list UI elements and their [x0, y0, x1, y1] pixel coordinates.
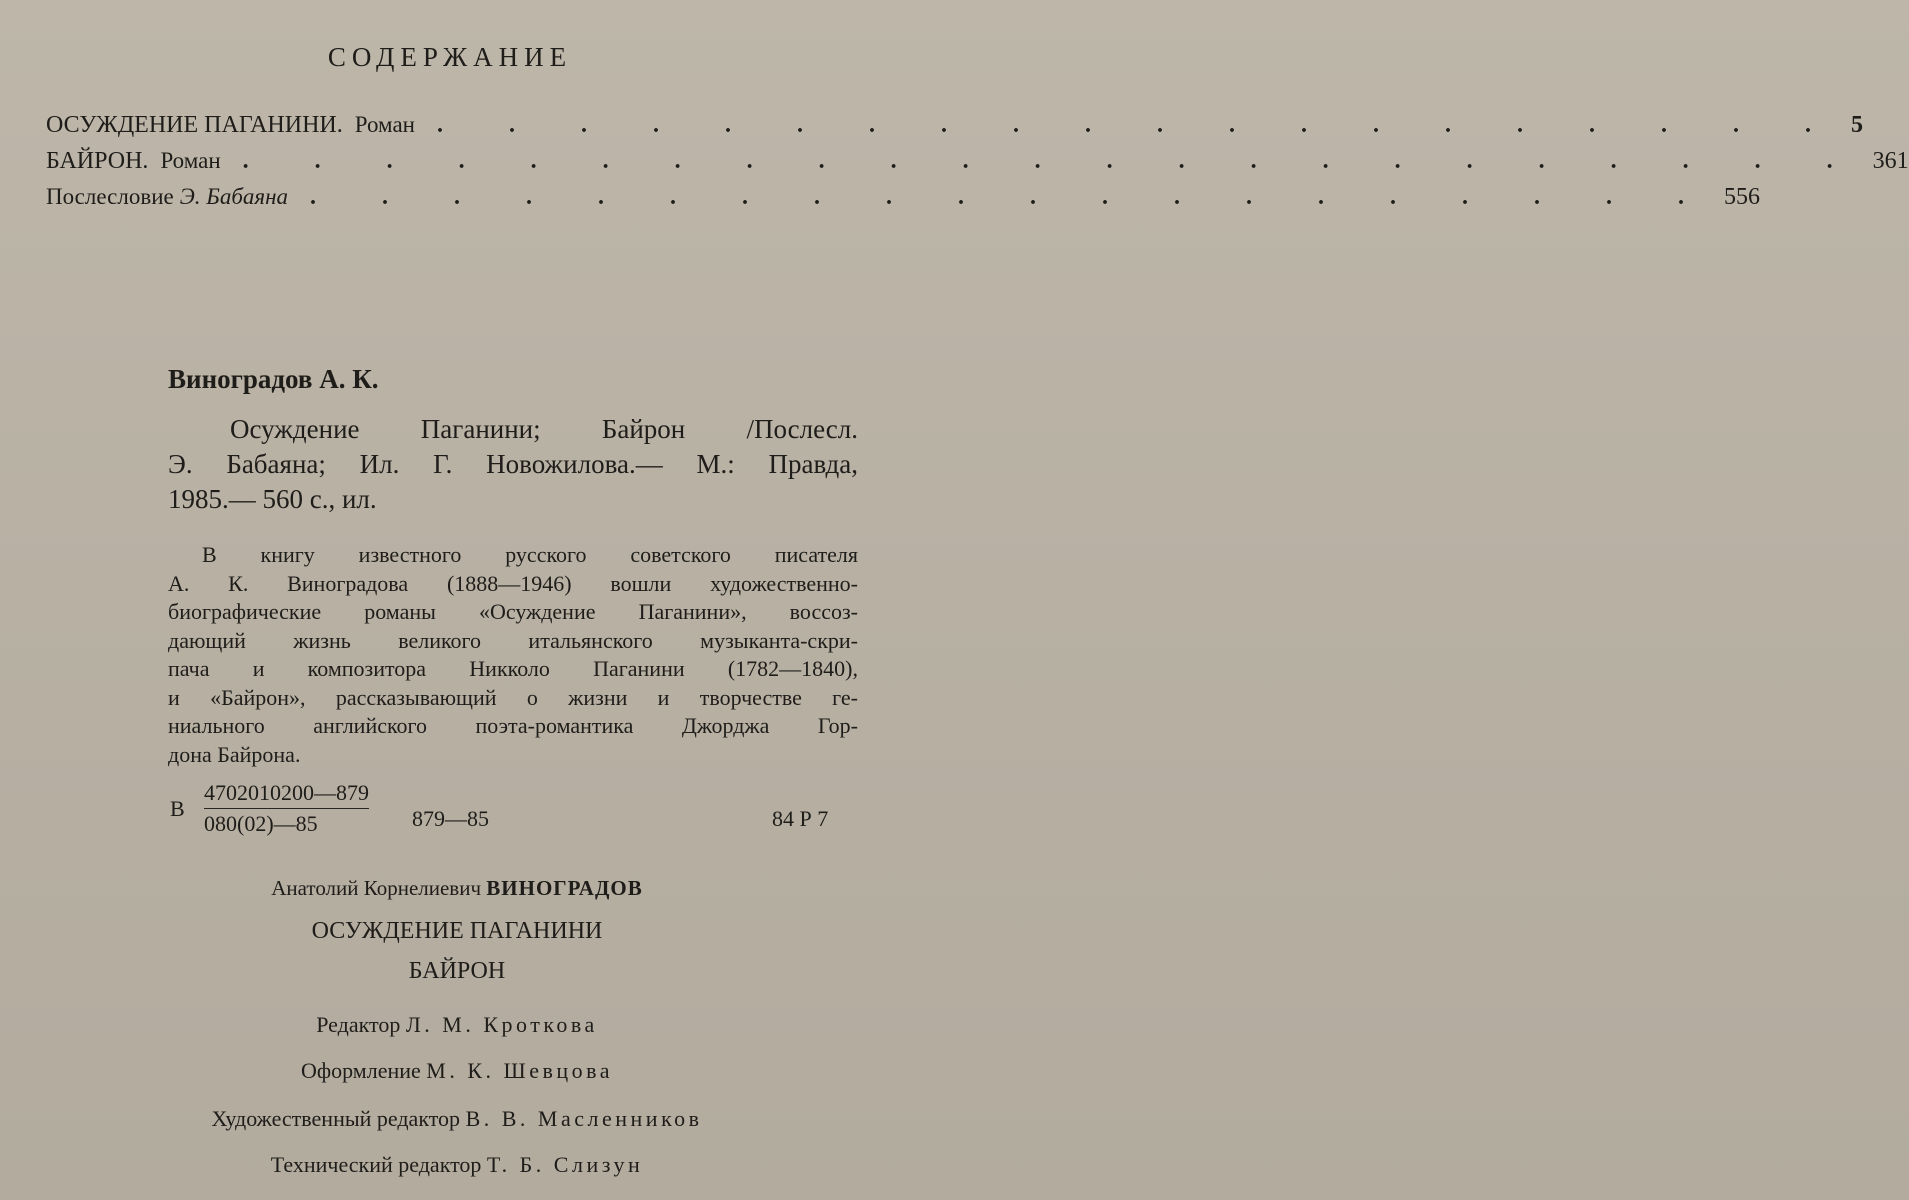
- toc-entry: [46, 148, 1909, 182]
- toc-entry-title: [46, 112, 415, 139]
- book-annotation: [168, 541, 858, 769]
- toc-entry: [46, 112, 1863, 146]
- toc-title-text: БАЙРОН.: [46, 148, 149, 174]
- credit-line: [0, 1106, 900, 1132]
- annotation-line: биографические романы «Осуждение Паганини», воссоз-: [168, 599, 858, 624]
- classification-letter: В: [170, 796, 185, 821]
- catalog-author-heading: Виноградов А. К.: [168, 364, 379, 394]
- toc-title-text: ОСУЖДЕНИЕ ПАГАНИНИ.: [46, 112, 343, 138]
- annotation-line: дающий жизнь великого итальянского музыканта-скри-: [168, 627, 858, 653]
- credit-role: Технический редактор: [270, 1152, 482, 1177]
- toc-subtitle-text: Э. Бабаяна: [179, 184, 289, 209]
- imprint-title-2: БАЙРОН: [408, 958, 506, 984]
- imprint-author-given: Анатолий Корнелиевич: [271, 876, 482, 900]
- credit-line: [0, 1058, 900, 1084]
- bib-line: 1985.— 560 с., ил.: [168, 484, 377, 514]
- toc-page-number: 361: [1872, 148, 1909, 174]
- toc-entry-title: [46, 148, 221, 175]
- classification-fraction: [204, 780, 369, 837]
- imprint-author-surname: ВИНОГРАДОВ: [486, 876, 643, 900]
- toc-leader-dots: . . . . . . . . . . . . . . . . . . . .: [436, 112, 1841, 138]
- classification-suffix: 879—85: [412, 806, 489, 831]
- bbk-index: 84 Р 7: [772, 806, 829, 831]
- credit-role: Оформление: [300, 1058, 421, 1083]
- annotation-line: ниального английского поэта-романтика Джорджа Гор-: [168, 713, 858, 738]
- bib-line: Э. Бабаяна; Ил. Г. Новожилова.— М.: Правда,: [168, 449, 858, 479]
- annotation-line: А. К. Виноградова (1888—1946) вошли художественно-: [168, 570, 858, 596]
- toc-page-number: 5: [1850, 112, 1863, 138]
- bib-line: Осуждение Паганини; Байрон /Послесл.: [230, 414, 858, 444]
- annotation-line: пача и композитора Никколо Паганини (1782—1840),: [168, 656, 858, 681]
- toc-leader-dots: . . . . . . . . . . . . . . . . . . . . . . .: [242, 148, 1863, 174]
- annotation-line: и «Байрон», рассказывающий о жизни и творчестве ге-: [168, 684, 858, 710]
- credit-name: М. К. Шевцова: [426, 1058, 613, 1083]
- annotation-line: дона Байрона.: [168, 741, 301, 767]
- credit-role: Художественный редактор: [211, 1106, 461, 1131]
- contents-heading: СОДЕРЖАНИЕ: [327, 42, 573, 72]
- imprint-author: [0, 876, 900, 901]
- credit-name: В. В. Масленников: [465, 1106, 703, 1131]
- toc-subtitle-text: Роман: [354, 112, 415, 137]
- credit-role: Редактор: [316, 1012, 401, 1037]
- imprint-title-1: ОСУЖДЕНИЕ ПАГАНИНИ: [311, 918, 603, 944]
- classification-numerator: 4702010200—879: [204, 780, 369, 809]
- credit-line: [0, 1012, 900, 1038]
- toc-subtitle-text: Роман: [160, 148, 221, 173]
- bibliographic-description: [168, 412, 858, 517]
- classification-denominator: 080(02)—85: [204, 811, 318, 836]
- toc-page-number: 556: [1724, 184, 1761, 210]
- credit-name: Т. Б. Слизун: [486, 1152, 644, 1177]
- toc-leader-dots: . . . . . . . . . . . . . . . . . . . .: [310, 184, 1715, 210]
- toc-title-text: Послесловие: [46, 184, 174, 209]
- toc-entry: [46, 184, 1761, 218]
- credit-line: [0, 1152, 900, 1178]
- annotation-line: В книгу известного русского советского писателя: [202, 542, 858, 567]
- credit-name: Л. М. Кроткова: [405, 1012, 598, 1037]
- toc-entry-title: [46, 184, 288, 211]
